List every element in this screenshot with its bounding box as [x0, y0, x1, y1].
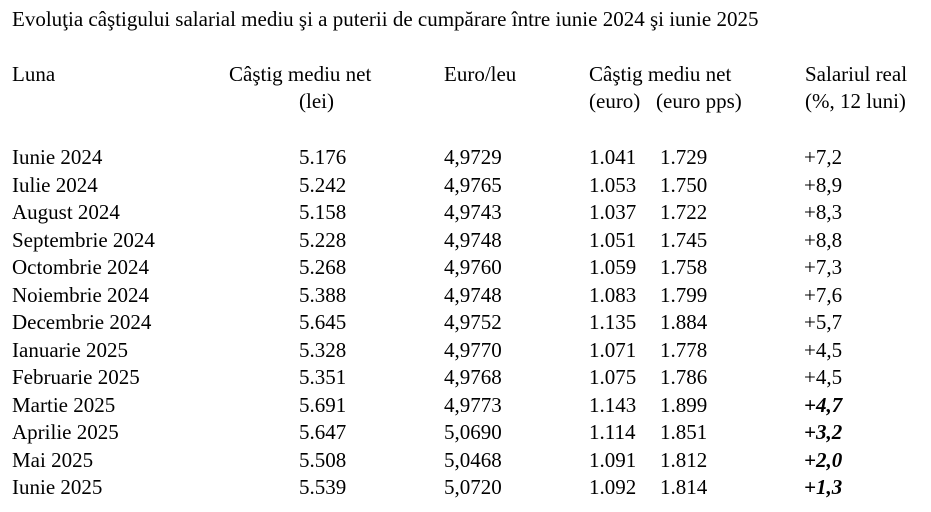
table-row	[0, 254, 931, 282]
cell-castig-euro-pps: 1.750	[660, 172, 708, 197]
cell-castig-euro-pps: 1.758	[660, 255, 708, 279]
cell-salariul-real: +7,2	[804, 145, 843, 169]
cell-euro-leu: 5,0468	[444, 447, 502, 472]
cell-castig-lei: 5.228	[299, 227, 347, 252]
cell-castig-euro: 1.083	[589, 282, 637, 307]
cell-castig-euro-pps: 1.729	[660, 145, 708, 169]
cell-castig-lei: 5.242	[299, 172, 347, 197]
cell-castig-euro: 1.091	[589, 447, 637, 472]
cell-euro-leu: 5,0690	[444, 420, 502, 444]
header-castig-euro-line1: Câştig mediu net	[589, 62, 732, 86]
cell-castig-euro: 1.059	[589, 255, 637, 279]
cell-castig-lei: 5.328	[299, 337, 347, 362]
document-title: Evoluţia câştigului salarial mediu şi a puterii de cumpărare între iunie 2024 şi iunie 2025	[12, 7, 759, 31]
cell-luna: August 2024	[12, 200, 120, 224]
cell-castig-lei: 5.158	[299, 200, 347, 224]
cell-euro-leu: 4,9743	[444, 200, 502, 224]
table-row	[0, 419, 931, 447]
cell-salariul-real: +8,9	[804, 172, 843, 197]
header-castig-lei	[229, 61, 371, 115]
cell-castig-lei: 5.691	[299, 392, 347, 417]
header-salariul-real-line2: (%, 12 luni)	[805, 89, 906, 113]
header-salariul-real-line1: Salariul real	[805, 62, 908, 86]
table-row	[0, 172, 931, 200]
cell-castig-euro: 1.037	[589, 200, 637, 224]
cell-euro-leu: 4,9768	[444, 365, 502, 389]
cell-castig-euro-pps: 1.722	[660, 200, 708, 224]
cell-euro-leu: 4,9752	[444, 310, 502, 334]
header-salariul-real	[805, 61, 907, 115]
cell-castig-lei: 5.388	[299, 282, 347, 307]
cell-castig-lei: 5.647	[299, 420, 347, 444]
cell-salariul-real: +8,3	[804, 200, 843, 224]
cell-salariul-real: +4,5	[804, 337, 843, 362]
table-row	[0, 309, 931, 337]
cell-castig-lei: 5.268	[299, 255, 347, 279]
header-euro-leu: Euro/leu	[444, 62, 517, 86]
cell-luna: Octombrie 2024	[12, 255, 150, 279]
cell-salariul-real: +7,6	[804, 282, 843, 307]
cell-luna: Martie 2025	[12, 392, 116, 417]
cell-euro-leu: 4,9770	[444, 337, 502, 362]
table-row	[0, 364, 931, 392]
table-row	[0, 447, 931, 475]
cell-luna: Iunie 2024	[12, 145, 103, 169]
cell-salariul-real: +3,2	[804, 420, 843, 444]
cell-salariul-real: +5,7	[804, 310, 843, 334]
cell-castig-euro: 1.075	[589, 365, 637, 389]
table-row	[0, 199, 931, 227]
cell-luna: Februarie 2025	[12, 365, 140, 389]
cell-salariul-real: +4,5	[804, 365, 843, 389]
cell-castig-euro-pps: 1.814	[660, 475, 708, 499]
cell-euro-leu: 4,9729	[444, 145, 502, 169]
cell-castig-euro-pps: 1.884	[660, 310, 708, 334]
cell-luna: Septembrie 2024	[12, 227, 155, 252]
header-luna: Luna	[12, 62, 56, 86]
cell-castig-euro-pps: 1.851	[660, 420, 708, 444]
cell-euro-leu: 4,9748	[444, 282, 502, 307]
header-castig-lei-line2: (lei)	[299, 89, 334, 113]
cell-euro-leu: 4,9773	[444, 392, 502, 417]
cell-castig-euro-pps: 1.778	[660, 337, 708, 362]
table-row	[0, 474, 931, 502]
cell-castig-lei: 5.508	[299, 447, 347, 472]
cell-salariul-real: +8,8	[804, 227, 843, 252]
cell-castig-euro-pps: 1.899	[660, 392, 708, 417]
cell-luna: Mai 2025	[12, 447, 94, 472]
cell-castig-euro: 1.051	[589, 227, 637, 252]
cell-salariul-real: +1,3	[804, 475, 843, 499]
header-castig-lei-line1: Câştig mediu net	[229, 62, 372, 86]
cell-castig-lei: 5.539	[299, 475, 347, 499]
table-row	[0, 392, 931, 420]
table-body	[0, 144, 931, 502]
cell-luna: Decembrie 2024	[12, 310, 152, 334]
cell-luna: Iulie 2024	[12, 172, 98, 197]
cell-euro-leu: 4,9760	[444, 255, 502, 279]
table-row	[0, 227, 931, 255]
cell-castig-euro: 1.053	[589, 172, 637, 197]
cell-castig-euro: 1.071	[589, 337, 637, 362]
table-row	[0, 282, 931, 310]
cell-castig-euro-pps: 1.799	[660, 282, 708, 307]
cell-castig-lei: 5.351	[299, 365, 347, 389]
cell-castig-euro-pps: 1.745	[660, 227, 708, 252]
cell-castig-lei: 5.645	[299, 310, 347, 334]
table-row	[0, 337, 931, 365]
cell-luna: Aprilie 2025	[12, 420, 119, 444]
cell-luna: Ianuarie 2025	[12, 337, 129, 362]
cell-euro-leu: 4,9748	[444, 227, 502, 252]
cell-castig-euro: 1.114	[589, 420, 636, 444]
cell-salariul-real: +4,7	[804, 392, 843, 417]
cell-castig-euro-pps: 1.786	[660, 365, 708, 389]
cell-castig-lei: 5.176	[299, 145, 347, 169]
cell-luna: Noiembrie 2024	[12, 282, 150, 307]
cell-castig-euro: 1.135	[589, 310, 637, 334]
header-castig-euro	[589, 61, 742, 115]
cell-castig-euro: 1.041	[589, 145, 637, 169]
cell-salariul-real: +2,0	[804, 447, 843, 472]
cell-castig-euro-pps: 1.812	[660, 447, 708, 472]
cell-castig-euro: 1.143	[589, 392, 637, 417]
cell-euro-leu: 4,9765	[444, 172, 502, 197]
table-row	[0, 144, 931, 172]
cell-castig-euro: 1.092	[589, 475, 637, 499]
header-castig-euro-line2: (euro) (euro pps)	[589, 89, 742, 113]
cell-salariul-real: +7,3	[804, 255, 843, 279]
cell-luna: Iunie 2025	[12, 475, 103, 499]
cell-euro-leu: 5,0720	[444, 475, 502, 499]
